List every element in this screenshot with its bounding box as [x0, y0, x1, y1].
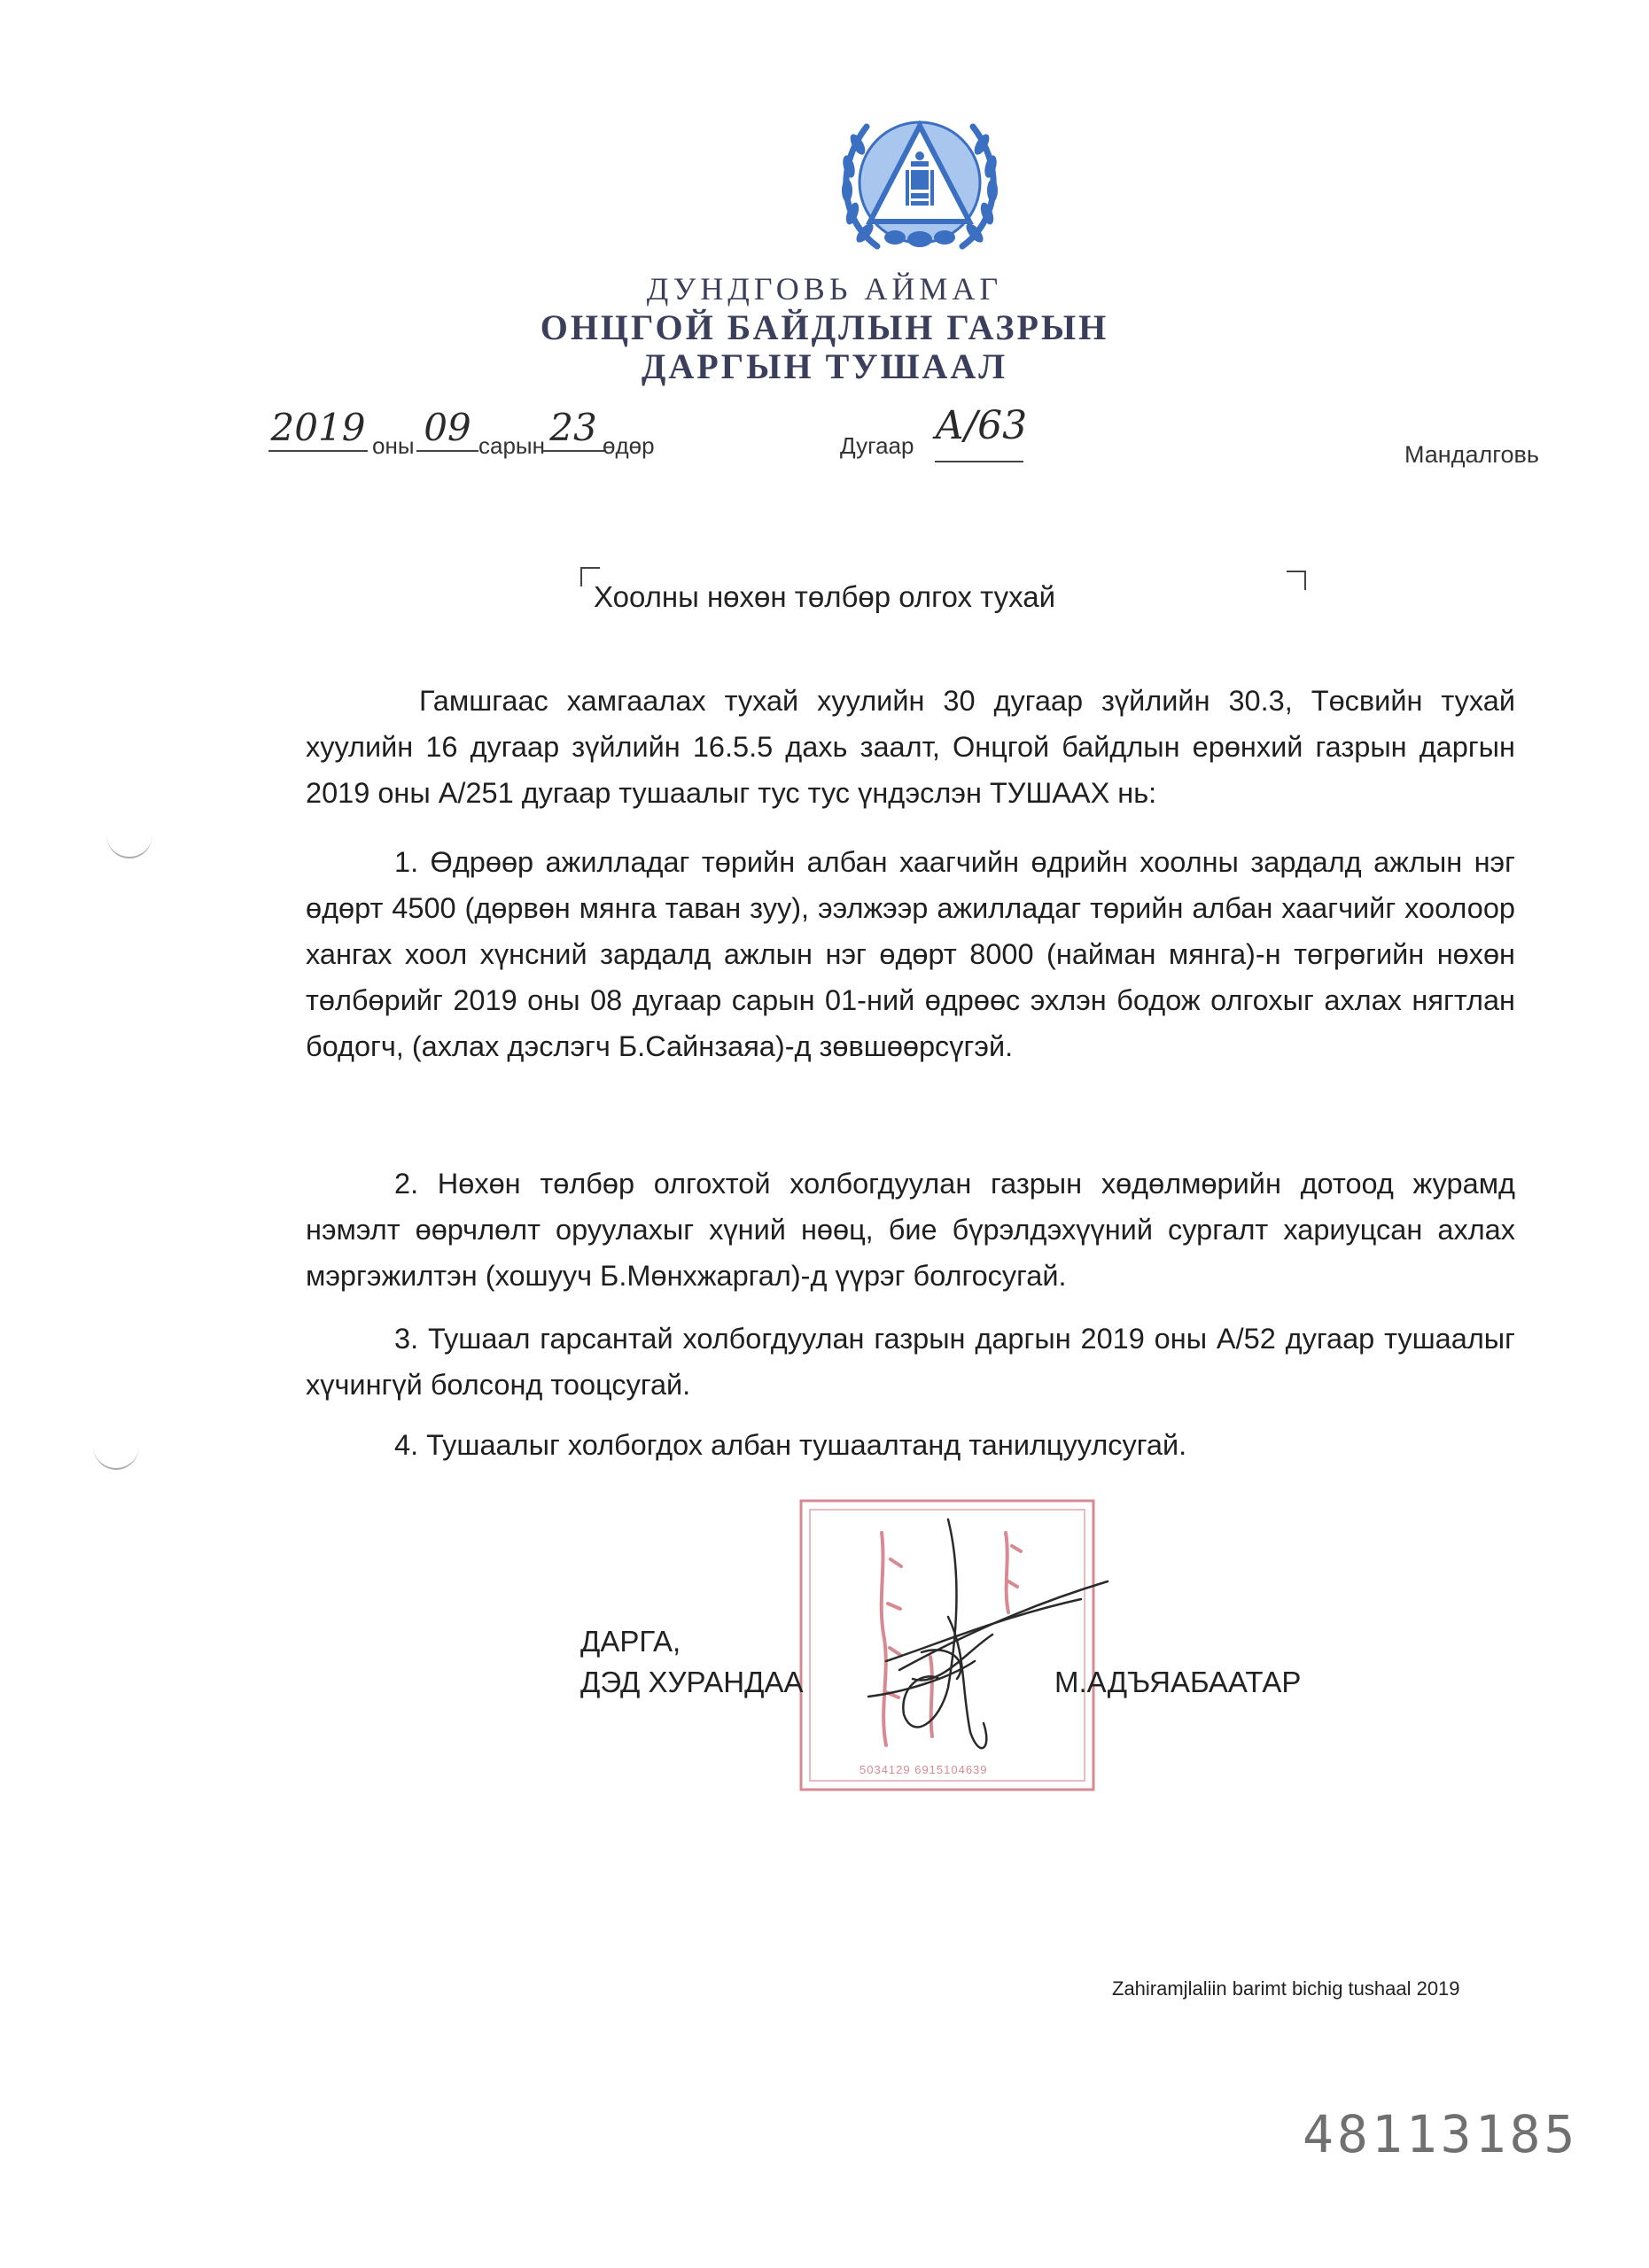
- order-number-underline: [935, 461, 1023, 462]
- body-item-2: [306, 1161, 1515, 1299]
- date-day-underline: [542, 450, 604, 452]
- order-number-field: [935, 403, 1028, 448]
- stamp-number: 5034129 6915104639: [860, 1763, 988, 1776]
- handwritten-signature: [815, 1511, 1134, 1776]
- date-day-field: [542, 406, 604, 449]
- date-day-suffix: өдөр: [603, 432, 655, 459]
- signer-position-line-1: ДАРГА,: [580, 1625, 681, 1658]
- date-month-field: [416, 406, 478, 449]
- document-title: Хоолны нөхөн төлбөр олгох тухай: [593, 580, 1056, 613]
- body-intro-text: Гамшгаас хамгаалах тухай хуулийн 30 дугаар зүйлийн 30.3, Төсвийн тухай хуулийн 16 дугаар зүйлийн 16.5.5 дахь заалт, Онцгой байдлын ерөнхий газрын даргын 2019 оны А/251 дугаар тушаалыг тус тус үндэслэн ТУШААХ нь:: [306, 685, 1515, 809]
- punch-hole-mark: [93, 1422, 139, 1470]
- date-month-suffix: сарын: [478, 432, 545, 459]
- body-item-1-text: 1. Өдрөөр ажилладаг төрийн албан хаагчийн өдрийн хоолны зардалд ажлын нэг өдөрт 4500 (дөрвөн мянга таван зуу), ээлжээр ажилладаг төрийн албан хаагчийг хоолоор хангах хоол хүнсний зардалд ажлын нэг өдөрт 8000 (найман мянга)-н төгрөгийн нөхөн төлбөрийг 2019 оны 08 дугаар сарын 01-ний өдрөөс эхлэн бодож олгохыг ахлах нягтлан бодогч, (ахлах дэслэгч Б.Сайнзаяа)-д зөвшөөрсүгэй.: [306, 846, 1515, 1062]
- order-number-label: Дугаар: [840, 432, 914, 459]
- order-number: А/63: [935, 403, 1028, 448]
- header-line-agency: ОНЦГОЙ БАЙДЛЫН ГАЗРЫН: [540, 307, 1109, 347]
- date-year: 2019: [270, 406, 366, 449]
- date-year-underline: [268, 450, 368, 452]
- document-number: 48113185: [1303, 2104, 1579, 2164]
- header-line-region: ДУНДГОВЬ АЙМАГ: [646, 271, 1003, 307]
- issue-place: Мандалговь: [1404, 441, 1539, 468]
- header-line-order: ДАРГЫН ТУШААЛ: [641, 346, 1008, 386]
- punch-hole-mark: [106, 811, 152, 858]
- state-emblem: [822, 105, 1017, 264]
- body-item-3: [306, 1316, 1515, 1408]
- body-intro: [306, 678, 1515, 816]
- body-item-2-text: 2. Нөхөн төлбөр олгохтой холбогдуулан газрын хөдөлмөрийн дотоод журамд нэмэлт өөрчлөлт оруулахыг хүний нөөц, бие бүрэлдэхүүний сургалт хариуцсан ахлах мэргэжилтэн (хошууч Б.Мөнхжаргал)-д үүрэг болгосугай.: [306, 1168, 1515, 1292]
- footer-note: Zahiramjlaliin barimt bichig tushaal 2019: [1112, 1977, 1460, 2000]
- date-year-field: [268, 406, 368, 449]
- date-month: 09: [424, 406, 471, 449]
- body-item-1: [306, 839, 1515, 1069]
- date-year-suffix: оны: [372, 432, 415, 459]
- body-item-4-text: 4. Тушаалыг холбогдох албан тушаалтанд танилцуулсугай.: [394, 1429, 1187, 1461]
- date-month-underline: [416, 450, 478, 452]
- signer-name: М.АДЪЯАБААТАР: [1054, 1666, 1302, 1698]
- signer-position-line-2: ДЭД ХУРАНДАА: [580, 1666, 804, 1698]
- date-day: 23: [549, 406, 597, 449]
- body-item-4: [306, 1422, 1515, 1468]
- body-item-3-text: 3. Тушаал гарсантай холбогдуулан газрын даргын 2019 оны А/52 дугаар тушаалыг хүчингүй болсонд тооцсугай.: [306, 1323, 1515, 1401]
